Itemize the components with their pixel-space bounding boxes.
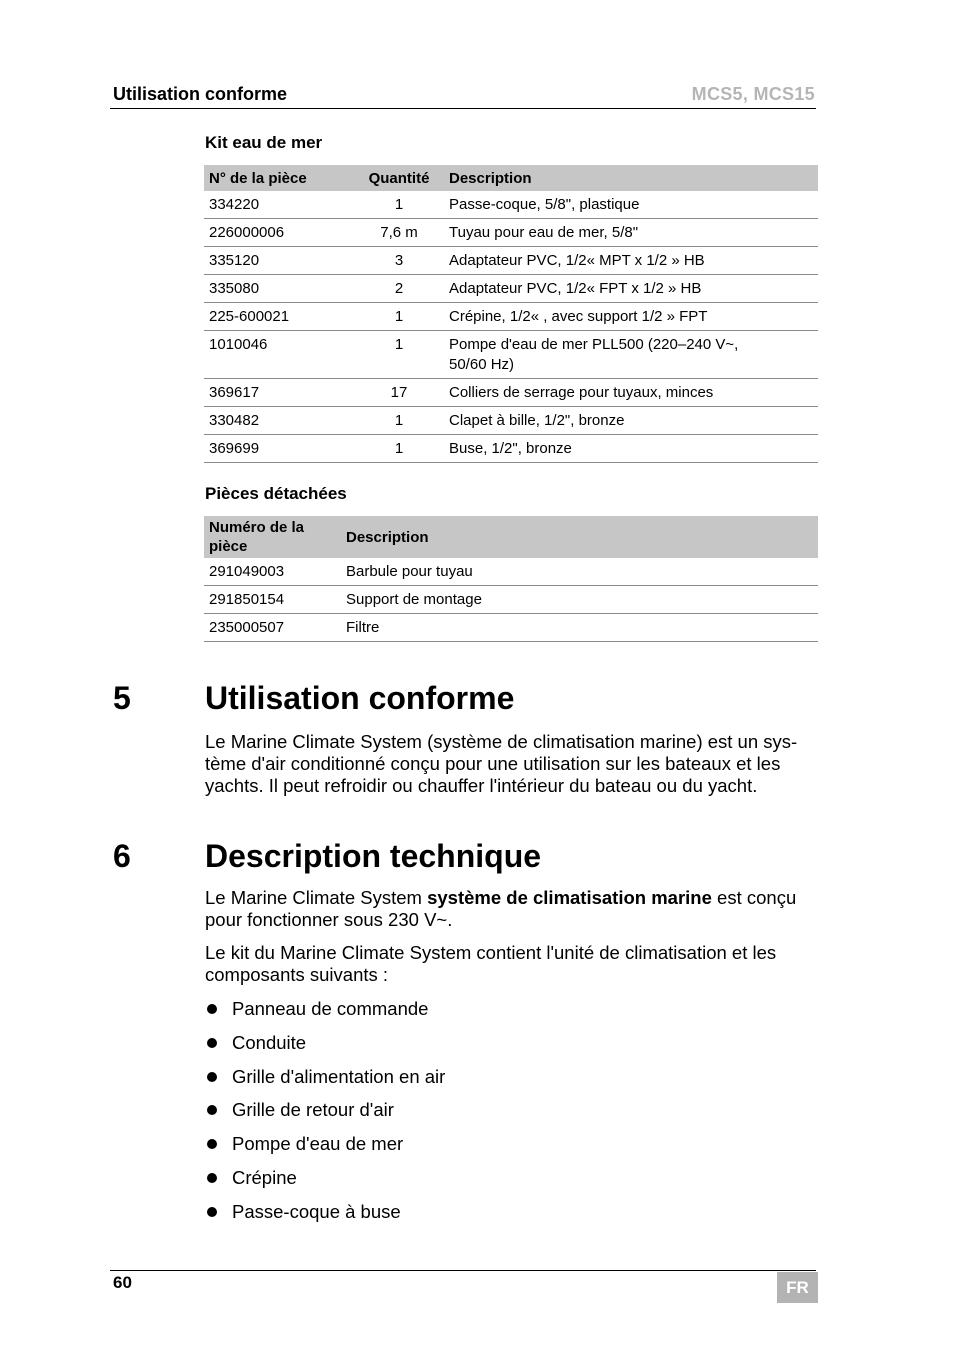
part-number-cell: 291850154 bbox=[204, 586, 341, 614]
bullet-icon bbox=[207, 1105, 217, 1115]
quantity-cell: 17 bbox=[354, 379, 444, 407]
spare-parts-table bbox=[204, 516, 818, 642]
description-cell: Pompe d'eau de mer PLL500 (220–240 V~, 50/60 Hz) bbox=[444, 331, 818, 379]
part-number-cell: 226000006 bbox=[204, 219, 354, 247]
part-number-cell: 335120 bbox=[204, 247, 354, 275]
table-row bbox=[204, 379, 818, 407]
bullet-icon bbox=[207, 1173, 217, 1183]
description-cell: Adaptateur PVC, 1/2« MPT x 1/2 » HB bbox=[444, 247, 818, 275]
description-cell: Buse, 1/2", bronze bbox=[444, 435, 818, 463]
description-cell: Colliers de serrage pour tuyaux, minces bbox=[444, 379, 818, 407]
table-row bbox=[204, 247, 818, 275]
table-row bbox=[204, 558, 818, 586]
bullet-icon bbox=[207, 1072, 217, 1082]
page-number: 60 bbox=[113, 1273, 132, 1292]
list-item: Passe-coque à buse bbox=[205, 1200, 445, 1234]
bullet-icon bbox=[207, 1038, 217, 1048]
description-cell: Barbule pour tuyau bbox=[341, 558, 818, 586]
bullet-icon bbox=[207, 1139, 217, 1149]
table-row bbox=[204, 303, 818, 331]
section-6-number: 6 bbox=[113, 838, 131, 874]
description-cell: Tuyau pour eau de mer, 5/8" bbox=[444, 219, 818, 247]
part-number-cell: 335080 bbox=[204, 275, 354, 303]
kit-parts-table bbox=[204, 165, 818, 463]
description-cell: Support de montage bbox=[341, 586, 818, 614]
table-row bbox=[204, 331, 818, 379]
part-number-cell: 291049003 bbox=[204, 558, 341, 586]
bullet-icon bbox=[207, 1207, 217, 1217]
column-header-quantity: Quantité bbox=[354, 165, 444, 191]
section-5-number: 5 bbox=[113, 680, 131, 716]
description-cell: Filtre bbox=[341, 614, 818, 642]
paragraph-text: Le Marine Climate System bbox=[205, 887, 428, 908]
description-cell: Passe-coque, 5/8", plastique bbox=[444, 191, 818, 219]
description-cell: Crépine, 1/2« , avec support 1/2 » FPT bbox=[444, 303, 818, 331]
table-row bbox=[204, 407, 818, 435]
part-number-cell: 334220 bbox=[204, 191, 354, 219]
quantity-cell: 1 bbox=[354, 435, 444, 463]
table-row bbox=[204, 191, 818, 219]
table-row bbox=[204, 614, 818, 642]
quantity-cell: 1 bbox=[354, 407, 444, 435]
quantity-cell: 2 bbox=[354, 275, 444, 303]
language-badge: FR bbox=[777, 1272, 818, 1303]
section-6-paragraph-2: Le kit du Marine Climate System contient l'unité de climatisation et les composants suivants : bbox=[205, 942, 777, 985]
section-6-paragraph-1 bbox=[205, 887, 821, 931]
list-item: Grille de retour d'air bbox=[205, 1098, 445, 1132]
part-number-cell: 369699 bbox=[204, 435, 354, 463]
table-row bbox=[204, 435, 818, 463]
column-header-part-number: Numéro de la pièce bbox=[204, 516, 341, 558]
components-list bbox=[205, 997, 445, 1234]
running-header-title: Utilisation conforme bbox=[113, 84, 288, 104]
footer-divider bbox=[110, 1270, 816, 1271]
list-item: Panneau de commande bbox=[205, 997, 445, 1031]
table-header-row bbox=[204, 516, 818, 558]
list-item: Pompe d'eau de mer bbox=[205, 1132, 445, 1166]
quantity-cell: 1 bbox=[354, 303, 444, 331]
description-cell: Clapet à bille, 1/2", bronze bbox=[444, 407, 818, 435]
spare-parts-heading: Pièces détachées bbox=[205, 484, 347, 503]
running-header-model: MCS5, MCS15 bbox=[691, 84, 815, 104]
paragraph-text: est conçu pour fonctionner sous 230 V~. bbox=[205, 887, 797, 930]
kit-heading: Kit eau de mer bbox=[205, 133, 323, 152]
quantity-cell: 3 bbox=[354, 247, 444, 275]
list-item: Crépine bbox=[205, 1166, 445, 1200]
quantity-cell: 7,6 m bbox=[354, 219, 444, 247]
table-row bbox=[204, 586, 818, 614]
column-header-description: Description bbox=[444, 165, 818, 191]
table-row bbox=[204, 219, 818, 247]
part-number-cell: 225-600021 bbox=[204, 303, 354, 331]
quantity-cell: 1 bbox=[354, 331, 444, 379]
section-5-title: Utilisation conforme bbox=[205, 680, 515, 716]
part-number-cell: 235000507 bbox=[204, 614, 341, 642]
table-row bbox=[204, 275, 818, 303]
part-number-cell: 1010046 bbox=[204, 331, 354, 379]
table-header-row bbox=[204, 165, 818, 191]
description-cell: Adaptateur PVC, 1/2« FPT x 1/2 » HB bbox=[444, 275, 818, 303]
section-5-paragraph: Le Marine Climate System (système de climatisation marine) est un sys-tème d'air conditionné conçu pour une utilisation sur les bateaux et les yachts. Il peut refroidir ou chauffer l'intérieur du bateau ou du yacht. bbox=[205, 731, 798, 796]
list-item: Conduite bbox=[205, 1031, 445, 1065]
part-number-cell: 369617 bbox=[204, 379, 354, 407]
paragraph-bold-text: système de climatisation marine bbox=[427, 887, 712, 908]
quantity-cell: 1 bbox=[354, 191, 444, 219]
column-header-description: Description bbox=[341, 516, 818, 558]
section-6-title: Description technique bbox=[205, 838, 542, 874]
column-header-part-number: N° de la pièce bbox=[204, 165, 354, 191]
list-item: Grille d'alimentation en air bbox=[205, 1065, 445, 1099]
header-divider bbox=[110, 108, 816, 109]
bullet-icon bbox=[207, 1004, 217, 1014]
part-number-cell: 330482 bbox=[204, 407, 354, 435]
